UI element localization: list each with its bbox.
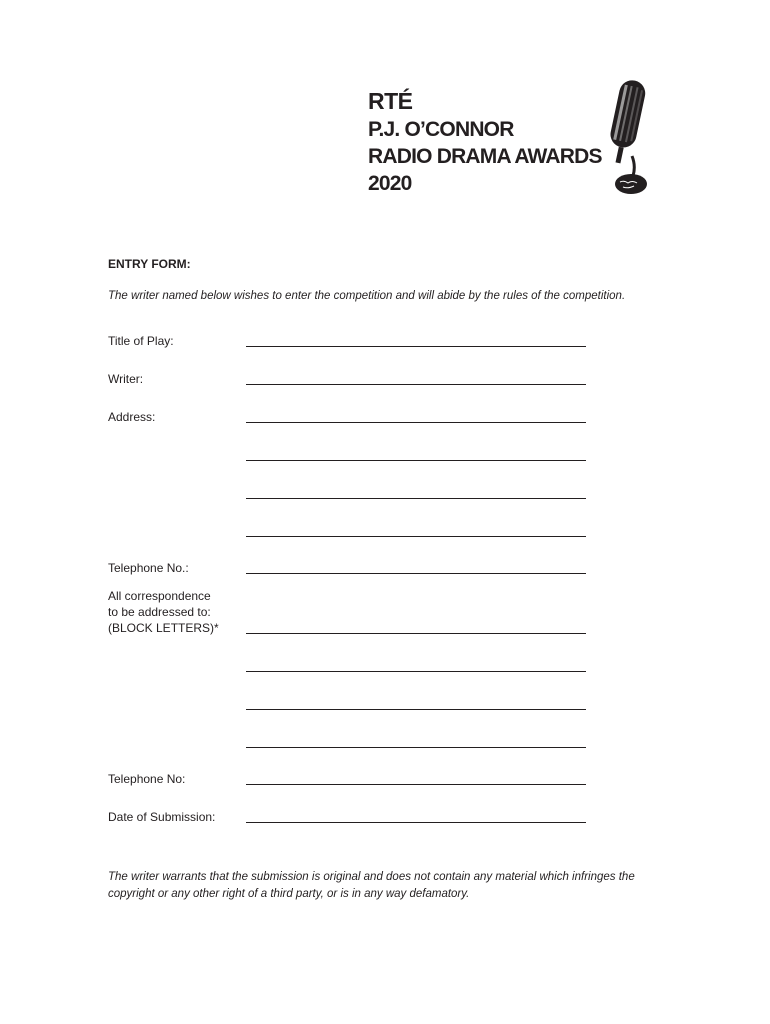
correspondence-telephone-label: Telephone No: bbox=[108, 772, 186, 786]
correspondence-field-line-3[interactable] bbox=[246, 709, 586, 710]
address-field-line-2[interactable] bbox=[246, 460, 586, 461]
correspondence-field-line-1[interactable] bbox=[246, 633, 586, 634]
rte-logo: RTÉ bbox=[368, 88, 413, 114]
award-title-line-1: P.J. O’CONNOR bbox=[368, 118, 514, 141]
writer-label: Writer: bbox=[108, 372, 144, 386]
microphone-icon bbox=[600, 78, 656, 200]
address-field-line-1[interactable] bbox=[246, 422, 586, 423]
title-of-play-field[interactable] bbox=[246, 346, 586, 347]
correspondence-telephone-field[interactable] bbox=[246, 784, 586, 785]
warranty-note: The writer warrants that the submission is original and does not contain any material which infringes the copyright or any other right of a third party, or is in any way defamatory. bbox=[108, 871, 635, 900]
correspondence-label-line-2: to be addressed to: bbox=[108, 605, 211, 619]
date-of-submission-field[interactable] bbox=[246, 822, 586, 823]
award-title-line-2: RADIO DRAMA AWARDS bbox=[368, 145, 602, 168]
award-title-line-3: 2020 bbox=[368, 172, 412, 195]
correspondence-label-line-3: (BLOCK LETTERS)* bbox=[108, 621, 219, 635]
date-of-submission-label: Date of Submission: bbox=[108, 810, 216, 824]
entry-form-intro: The writer named below wishes to enter the competition and will abide by the rules of the competition. bbox=[108, 290, 626, 302]
writer-field[interactable] bbox=[246, 384, 586, 385]
award-header bbox=[368, 88, 608, 197]
correspondence-field-line-2[interactable] bbox=[246, 671, 586, 672]
telephone-field[interactable] bbox=[246, 573, 586, 574]
entry-form-heading: ENTRY FORM: bbox=[108, 257, 191, 271]
correspondence-field-line-4[interactable] bbox=[246, 747, 586, 748]
title-of-play-label: Title of Play: bbox=[108, 334, 174, 348]
telephone-label: Telephone No.: bbox=[108, 561, 189, 575]
address-label: Address: bbox=[108, 410, 156, 424]
address-field-line-4[interactable] bbox=[246, 536, 586, 537]
address-field-line-3[interactable] bbox=[246, 498, 586, 499]
correspondence-label-line-1: All correspondence bbox=[108, 589, 211, 603]
